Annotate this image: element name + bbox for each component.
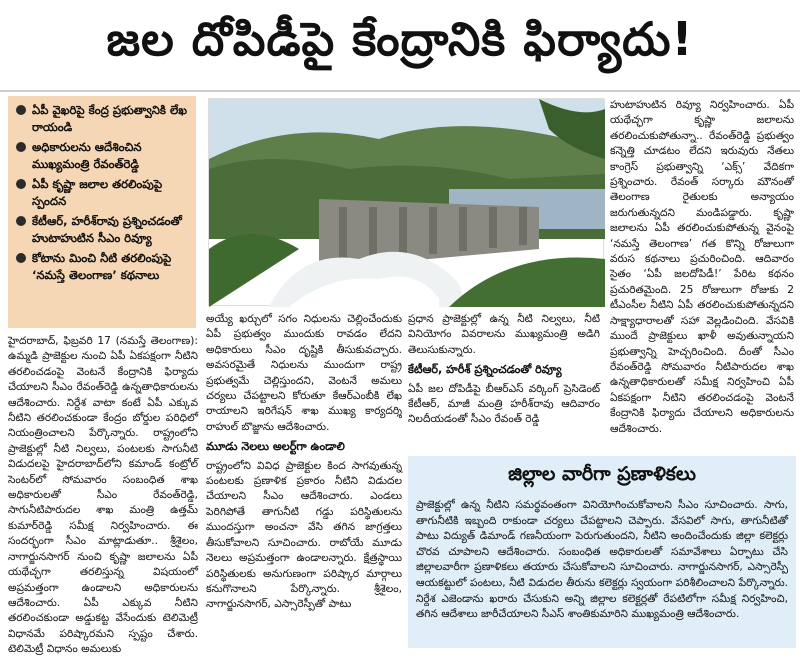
bullet-icon [16, 216, 26, 226]
highlight-text: కేటీఆర్‌, హరీశ్‌రావు ప్రశ్నించడంతో హుటాహుటిన సీఎం రివ్యూ [32, 214, 182, 245]
highlight-item [16, 139, 190, 173]
subheading: మూడు నెలలు అలర్ట్‌గా ఉండాలి [206, 440, 345, 454]
bullet-icon [16, 142, 26, 152]
highlight-item [16, 102, 190, 136]
box-body: ప్రాజెక్టుల్లో ఉన్న నీటిని సమర్థవంతంగా వినియోగించుకోవాలని సీఎం సూచించారు. సాగు, తాగునీటికి ఇబ్బంది రాకుండా చర్యలు చేపట్టాలని చెప్పారు. వేసవిలో సాగు, తాగునీటితో పాటు విద్యుత్‌ డిమాండ్‌ గణనీయంగా పెరుగుతుందని, నీటిని అందించేందుకు జిల్లా కలెక్టర్లు చొరవ చూపాలని ఆదేశించారు. సంబంధిత అధికారులతో సమావేశాలు ఏర్పాటు చేసి జిల్లాలవారీగా ప్రణాళికలు తయారు చేసుకోవాలని సూచించారు. నాగార్జునసాగర్‌, ఎస్సారెస్పీ ఆయకట్టులో పంటలు, నీటి విడుదల తీరును కలెక్టర్లు స్వయంగా పరిశీలించాలని పేర్కొన్నారు. నిర్దేశ ఎజెండాను ఖరారు చేసుకుని అన్ని జిల్లాల కలెక్టర్లతో రేపటిలోగా సమీక్ష నిర్వహించి, తగిన ఆదేశాలు జారీచేయాలని సీఎస్‌ శాంతికుమారిని ముఖ్యమంత్రి ఆదేశించారు. [408, 496, 796, 648]
highlight-item [16, 213, 190, 247]
article-column-1 [8, 334, 198, 656]
article-column-4 [610, 98, 794, 435]
highlight-item [16, 250, 190, 284]
highlight-text: అధికారులను ఆదేశించిన ముఖ్యమంత్రి రేవంత్‌రెడ్డి [32, 140, 142, 171]
highlights-box [8, 96, 196, 328]
article-paragraph: ప్రధాన ప్రాజెక్టుల్లో ఉన్న నీటి నిల్వలు, నీటి వినియోగం వివరాలను ముఖ్యమంత్రి అడిగి తెలుసుకున్నారు. [408, 313, 600, 356]
bullet-icon [16, 179, 26, 189]
bullet-icon [16, 253, 26, 263]
article-paragraph: రాష్ట్రంలోని వివిధ ప్రాజెక్టుల కింద సాగవుతున్న పంటలకు ప్రణాళిక ప్రకారం నీటిని విడుదల చేయాలని సీఎం ఆదేశించారు. ఎండలు పెరిగిపోతే తాగునీటి గడ్డు పరిస్థితులను ముందస్తుగా అంచనా వేసి తగిన జాగ్రత్తలు తీసుకోవాలని సూచించారు. రాబోయే మూడు నెలలు అప్రమత్తంగా ఉండాలన్నారు. క్షేత్రస్థాయి పరిస్థితులకు అనుగుణంగా పరిష్కార మార్గాలు కనుగొనాలని పేర్కొన్నారు. శ్రీశైలం, నాగార్జునసాగర్‌, ఎస్సారెస్పీతో పాటు [206, 459, 402, 611]
highlight-item [16, 176, 190, 210]
article-paragraph: హైదరాబాద్‌, ఫిబ్రవరి 17 (నమస్తే తెలంగాణ): ఉమ్మడి ప్రాజెక్టుల నుంచి ఏపీ ఏకపక్షంగా నీటిని తరలించడంపై వెంటనే కేంద్రానికి ఫిర్యాదు చేయాలని సీఎం రేవంత్‌రెడ్డి ఉన్నతాధికారులను ఆదేశించారు. నిర్దేశ వాటా కంటే ఏపీ ఎక్కువ నీటిని తరలించకుండా కేంద్రం బోర్డుల పరిధిలో నియంత్రించాలని పేర్కొన్నారు. రాష్ట్రంలోని ప్రాజెక్టుల్లో నీటి నిల్వలు, పంటలకు సాగునీటి విడుదలపై హైదరాబాద్‌లోని కమాండ్‌ కంట్రోల్‌ సెంటర్‌లో సోమవారం సంబంధిత శాఖ అధికారులతో సీఎం రేవంత్‌రెడ్డి, సాగునీటిపారుదల శాఖ మంత్రి ఉత్తమ్‌ కుమార్‌రెడ్డి సమీక్ష నిర్వహించారు. ఈ సందర్భంగా సీఎం మాట్లాడుతూ.. శ్రీశైలం, నాగార్జునసాగర్‌ నుంచి కృష్ణా జలాలను ఏపీ యథేచ్ఛగా తరలిస్తున్న విషయంలో అప్రమత్తంగా ఉండాలని అధికారులను ఆదేశించారు. ఏపీ ఎక్కువ నీటిని తరలించకుండా అడ్డుకట్ట వేసేందుకు టెలిమెట్రీ విధానమే పరిష్కారమని స్పష్టం చేశారు. టెలిమెట్రీ విధానం అమలుకు [8, 335, 198, 656]
article-paragraph: ఏపీ జల దోపిడీపై బీఆర్‌ఎస్‌ వర్కింగ్‌ ప్రెసిడెంట్‌ కేటీఆర్‌, మాజీ మంత్రి హరీశ్‌రావు ఆదివారం నిలదీయడంతో సీఎం రేవంత్‌ రెడ్డి [408, 382, 600, 426]
highlight-text: ఏపీ వైఖరిపై కేంద్ర ప్రభుత్వానికి లేఖ రాయండి [32, 103, 187, 134]
highlight-text: ఏపీ కృష్ణా జలాల తరలింపుపై స్పందన [32, 177, 163, 208]
article-paragraph: అయ్యే ఖర్చులో సగం నిధులను చెల్లించేందుకు ఏపీ ప్రభుత్వం ముందుకు రావడం లేదని అధికారులు సీఎం దృష్టికి తీసుకువచ్చారు. అవసరమైతే నిధులను ముందుగా రాష్ట్ర ప్రభుత్వమే చెల్లిస్తుందని, వెంటనే అమలు చర్యలు చేపట్టాలని కోరుతూ కేఆర్‌ఎంబీకి లేఖ రాయాలని ఇరిగేషన్‌ శాఖ ముఖ్య కార్యదర్శి రాహుల్‌ బొజ్జాను ఆదేశించారు. [206, 313, 402, 433]
dam-photo [208, 98, 604, 306]
bullet-icon [16, 105, 26, 115]
headline: జల దోపిడీపై కేంద్రానికి ఫిర్యాదు! [0, 0, 800, 92]
dam-photo-icon [209, 99, 605, 307]
article-paragraph: హుటాహుటిన రివ్యూ నిర్వహించారు. ఏపీ యథేచ్ఛగా కృష్ణా జలాలను తరలించుకుపోతున్నా.. రేవంత్‌రెడ్డి ప్రభుత్వం కన్నెత్తి చూడటం లేదని ఇరువురు నేతలు కాంగ్రెస్‌ ప్రభుత్వాన్ని ‘ఎక్స్‌’ వేదికగా ప్రశ్నించారు. రేవంత్‌ సర్కారు మౌనంతో తెలంగాణ రైతులకు అన్యాయం జరుగుతున్నదని మండిపడ్డారు. కృష్ణా జలాలను ఏపీ తరలించుకుపోతున్న వైనంపై ‘నమస్తే తెలంగాణ’ గత కొన్ని రోజులుగా వరుస కథనాలు ప్రచురించింది. ఆదివారం సైతం ‘ఏపీ జలదోపిడీ!’ పేరిట కథనం ప్రచురితమైంది. 25 రోజులుగా రోజుకు 2 టీఎంసీల నీటిని ఏపీ తరలించుకుపోతున్నదని సాక్ష్యాధారాలతో సహా వెల్లడించింది. వేసవికి ముందే ప్రాజెక్టులు ఖాళీ అవుతున్నాయని ప్రభుత్వాన్ని హెచ్చరించింది. దీంతో సీఎం రేవంత్‌రెడ్డి సోమవారం నీటిపారుదల శాఖ ఉన్నతాధికారులతో సమీక్ష నిర్వహించి ఏపీ ఏకపక్షంగా నీటిని తరలించడంపై వెంటనే కేంద్రానికి ఫిర్యాదు చేయాలని అధికారులను ఆదేశించారు. [610, 99, 794, 435]
box-heading: జిల్లాల వారీగా ప్రణాళికలు [408, 456, 796, 496]
article-column-3 [408, 312, 600, 454]
highlight-text: కోటాను మించి నీటి తరలింపుపై ‘నమస్తే తెలంగాణ’ కథనాలు [32, 251, 172, 282]
article-column-2 [206, 312, 402, 648]
subheading: కేటీఆర్‌, హరీశ్‌ ప్రశ్నించడంతో రివ్యూ [408, 363, 562, 377]
